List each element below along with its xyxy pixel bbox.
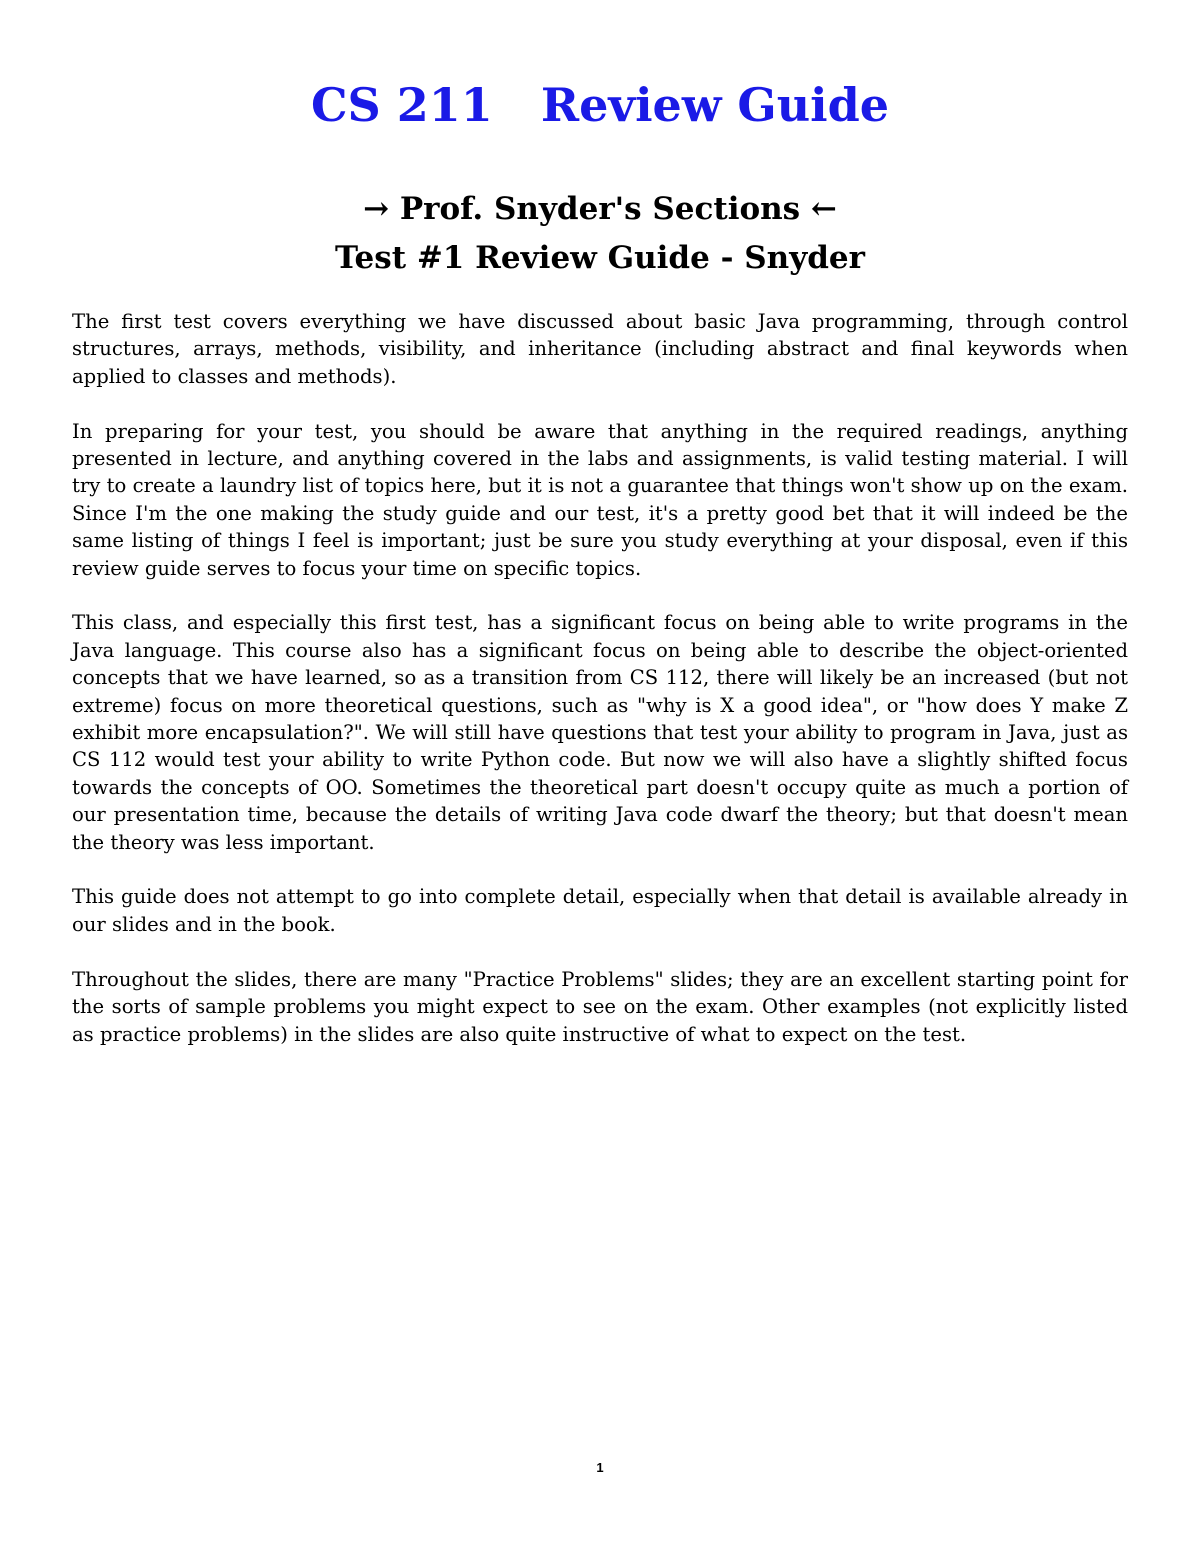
body-text (72, 308, 1128, 1075)
page-title: CS 211 Review Guide (310, 78, 890, 132)
paragraph-test-coverage: The first test covers everything we have discussed about basic Java programming, through control structures, arrays, methods, visibility, and inheritance (including abstract and final keywords when applied to classes and methods). (72, 310, 1128, 388)
paragraph-focus: This class, and especially this first test, has a significant focus on being able to write programs in the Java language. This course also has a significant focus on being able to describe the object-oriented concepts that we have learned, so as a transition from CS 112, there will likely be an increased (but not extreme) focus on more theoretical questions, such as "why is X a good idea", or "how does Y make Z exhibit more encapsulation?". We will still have questions that test your ability to program in Java, just as CS 112 would test your ability to write Python code. But now we will also have a slightly shifted focus towards the concepts of OO. Sometimes the theoretical part doesn't occupy quite as much a portion of our presentation time, because the details of writing Java code dwarf the theory; but that doesn't mean the theory was less important. (72, 611, 1128, 854)
sections-subtitle: → Prof. Snyder's Sections ← (363, 191, 837, 227)
page-number: 1 (596, 1460, 604, 1475)
paragraph-guide-detail: This guide does not attempt to go into complete detail, especially when that detail is available already in our slides and in the book. (72, 885, 1128, 936)
paragraph-practice-problems: Throughout the slides, there are many "Practice Problems" slides; they are an excellent starting point for the sorts of sample problems you might expect to see on the exam. Other examples (not explicitly listed as practice problems) in the slides are also quite instructive of what to expect on the test. (72, 967, 1128, 1046)
test-subtitle: Test #1 Review Guide - Snyder (335, 240, 865, 276)
paragraph-preparation: In preparing for your test, you should be aware that anything in the required readings, anything presented in lecture, and anything covered in the labs and assignments, is valid testing material. I will try to create a laundry list of topics here, but it is not a guarantee that things won't show up on the exam. Since I'm the one making the study guide and our test, it's a pretty good bet that it will indeed be the same listing of things I feel is important; just be sure you study everything at your disposal, even if this review guide serves to focus your time on specific topics. (72, 419, 1128, 580)
